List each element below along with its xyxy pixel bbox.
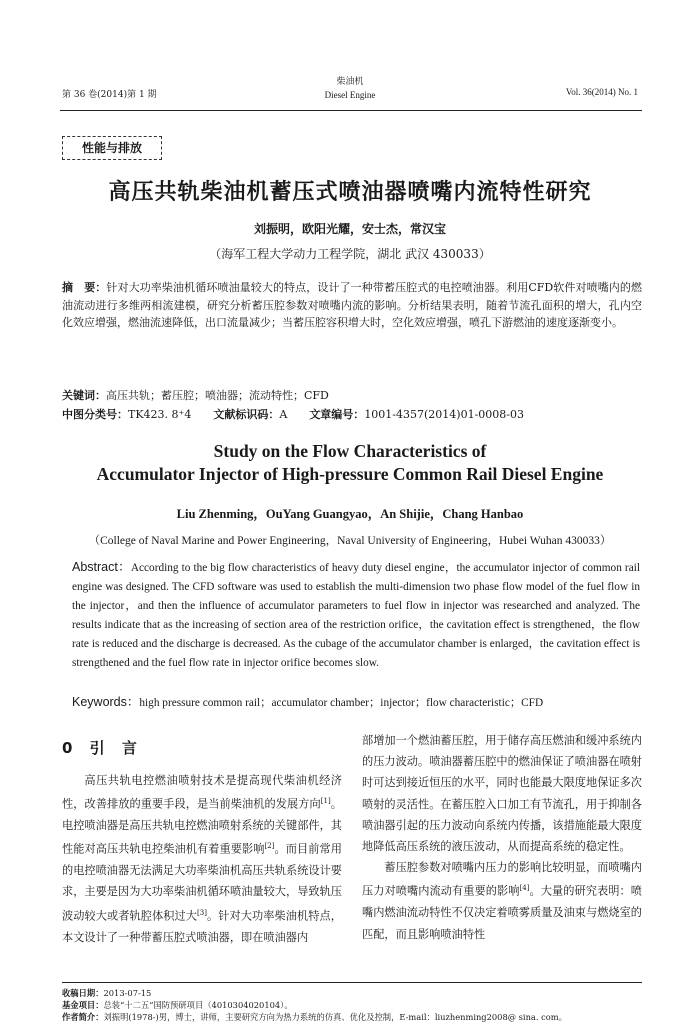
- body-column-right: [362, 730, 642, 945]
- article-no-value: 1001-4357(2014)01-0008-03: [364, 408, 525, 421]
- footnote-received: [62, 987, 662, 999]
- received-label: 收稿日期：: [62, 988, 104, 998]
- abstract-en: [72, 558, 640, 672]
- authors-cn: 刘振明，欧阳光耀，安士杰，常汉宝: [253, 222, 446, 236]
- citation-2: [2]: [264, 842, 275, 851]
- footnote-rule: [62, 982, 642, 983]
- clc-label: 中图分类号：: [62, 408, 128, 421]
- keywords-en-text: high pressure common rail；accumulator chamber；injector；flow characteristic；CFD: [139, 697, 544, 709]
- article-no-label: 文章编号：: [309, 408, 365, 421]
- doc-code-label: 文献标识码：: [213, 408, 280, 421]
- fund-value: 总装“十二五”国防预研项目（4010304020104）。: [103, 1000, 293, 1010]
- section-tag: 性能与排放: [62, 136, 162, 160]
- fund-label: 基金项目：: [62, 1000, 104, 1010]
- paper-title-en-line1: Study on the Flow Characteristics of: [213, 441, 487, 461]
- intro-p2-text-b: 。大量的研究表明：喷嘴内燃油流动特性不仅决定着喷雾质量及油束与燃烧室的匹配，而且影响喷油特性: [362, 885, 642, 941]
- intro-text-b: 。电控喷油器是高压共轨电控燃油喷射系统的关键部件，其性能对高压共轨电控柴油机有着重要影响: [62, 797, 342, 857]
- keywords-cn-label: 关键词：: [62, 389, 106, 402]
- section-heading-introduction: 0 引 言: [62, 739, 143, 757]
- journal-name-en: Diesel Engine: [324, 90, 376, 100]
- author-bio-value: 刘振明(1978-)男，博士，讲师，主要研究方向为热力系统的仿真、优化及控制，E-mail：liuzhenming2008@ sina. com。: [103, 1012, 567, 1022]
- abstract-cn-label: 摘 要：: [62, 281, 107, 294]
- author-bio-label: 作者简介：: [62, 1012, 104, 1022]
- keywords-en-label: Keywords：: [72, 695, 140, 709]
- running-header-vol-en: Vol. 36(2014) No. 1: [565, 87, 638, 97]
- keywords-cn: [62, 387, 329, 403]
- keywords-en: [72, 692, 640, 710]
- paper-title-en-line2: Accumulator Injector of High-pressure Common Rail Diesel Engine: [96, 464, 604, 484]
- abstract-en-text: According to the big flow characteristics of heavy duty diesel engine，the accumulator injector of common rail engine was designed. The CFD software was used to establish the multi-dimension two phase flow model of the fuel flow in the injector，and then the influence of accumulator parameters to fuel flow in injector was researched and analyzed. The results indicate that as the increasing of section area of the restriction orifice，the cavitation effect is strengthened，the flow rate is reduced and the discharge is decreased. As the cubage of the accumulator chamber is enlarged，the cavitation effect is strengthened and the fuel flow rate in injector orifice becomes slow.: [72, 562, 640, 669]
- footnote-fund: [62, 999, 662, 1011]
- affiliation-en: （College of Naval Marine and Power Engineering，Naval University of Engineering，Hubei Wuhan 430033）: [88, 535, 612, 547]
- paper-title-cn: 高压共轨柴油机蓄压式喷油器喷嘴内流特性研究: [108, 180, 592, 205]
- body-column-left: [62, 770, 342, 948]
- intro-p2-text-a: 蓄压腔参数对喷嘴内压力的影响比较明显，而喷嘴内压力对喷嘴内流动有重要的影响: [362, 861, 642, 899]
- abstract-en-label: Abstract：: [72, 560, 131, 574]
- citation-3: [3]: [197, 908, 207, 917]
- affiliation-cn: （海军工程大学动力工程学院，湖北 武汉 430033）: [209, 247, 491, 261]
- keywords-cn-text: 高压共轨；蓄压腔；喷油器；流动特性；CFD: [106, 389, 329, 402]
- intro-paragraph-1: [62, 770, 342, 948]
- intro-paragraph-2: [362, 857, 642, 945]
- abstract-cn: [62, 279, 642, 332]
- authors-en: Liu Zhenming，OuYang Guangyao，An Shijie，Chang Hanbao: [176, 507, 524, 521]
- classification-line: [62, 406, 642, 422]
- abstract-cn-text: 针对大功率柴油机循环喷油量较大的特点，设计了一种带蓄压腔式的电控喷油器。利用CFD软件对喷嘴内的燃油流动进行多维两相流建模，研究分析蓄压腔参数对喷嘴内流的影响。分析结果表明，随着节流孔面积的增大，孔内空化效应增强，燃油流速降低，出口流量减少；当蓄压腔容积增大时，空化效应增强，喷孔下游燃油的速度逐渐变小。: [62, 281, 643, 329]
- citation-1: [1]: [320, 797, 331, 806]
- doc-code-value: A: [279, 408, 288, 421]
- citation-4: [4]: [519, 884, 530, 893]
- footnote-author: [62, 1011, 662, 1023]
- clc-value: TK423. 8⁺4: [128, 408, 192, 421]
- journal-name-cn: 柴油机: [336, 77, 364, 87]
- paper-title-en: [0, 440, 700, 486]
- header-rule: [60, 110, 642, 111]
- received-value: 2013-07-15: [103, 988, 152, 998]
- intro-text-d: 。针对大功率柴油机特点，本文设计了一种带蓄压腔式喷油器，即在喷油器内: [62, 909, 342, 944]
- intro-text-c: 。而目前常用的电控喷油器无法满足大功率柴油机高压共轨系统设计要求，主要是因为大功率柴油机循环喷油量较大，导致轨压波动较大或者轨腔体积过大: [62, 843, 342, 923]
- intro-paragraph-1-cont: 部增加一个燃油蓄压腔，用于储存高压燃油和缓冲系统内的压力波动。喷油器蓄压腔中的燃油保证了喷油器在喷射时可达到接近恒压的水平，同时也能最大限度地保证多次喷射的灵活性。在蓄压腔入口加工有节流孔，用于抑制各喷油器引起的压力波动向系统内传播，该措施能最大限度地降低高压系统的液压波动，从而提高系统的稳定性。: [362, 734, 642, 854]
- running-header-volume: 第 36 卷(2014)第 1 期: [62, 90, 157, 100]
- intro-text-a: 高压共轨电控燃油喷射技术是提高现代柴油机经济性，改善排放的重要手段，是当前柴油机的发展方向: [62, 774, 342, 811]
